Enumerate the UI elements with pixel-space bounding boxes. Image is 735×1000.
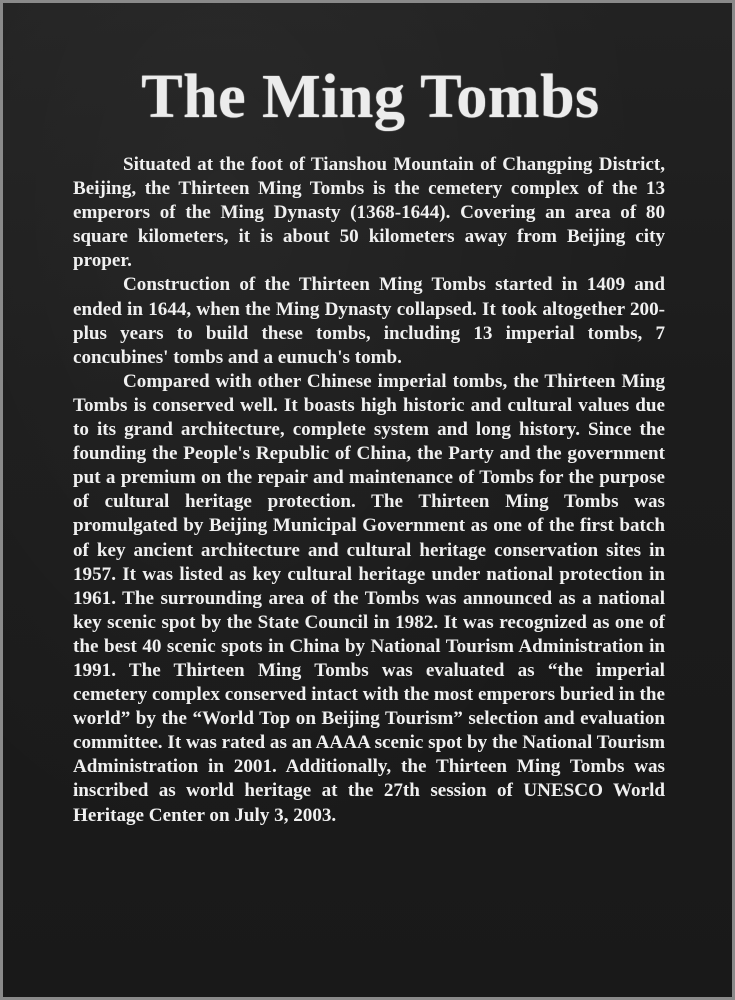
plaque-body xyxy=(73,153,665,828)
paragraph-location: Situated at the foot of Tianshou Mountain of Changping District, Beijing, the Thirteen Ming Tombs is the cemetery complex of the 13 emperors of the Ming Dynasty (1368-1644). Covering an area of 80 square kilometers, it is about 50 kilometers away from Beijing city proper. xyxy=(73,154,665,272)
paragraph-conservation: Compared with other Chinese imperial tombs, the Thirteen Ming Tombs is conserved well. It boasts high historic and cultural values due to its grand architecture, complete system and long history. Since the founding the People's Republic of China, the Party and the government put a premium on the repair and maintenance of Tombs for the purpose of cultural heritage protection. The Thirteen Ming Tombs was promulgated by Beijing Municipal Government as one of the first batch of key ancient architecture and cultural heritage conservation sites in 1957. It was listed as key cultural heritage under national protection in 1961. The surrounding area of the Tombs was announced as a national key scenic spot by the State Council in 1982. It was recognized as one of the best 40 scenic spots in China by National Tourism Administration in 1991. The Thirteen Ming Tombs was evaluated as “the imperial cemetery complex conserved intact with the most emperors buried in the world” by the “World Top on Beijing Tourism” selection and evaluation committee. It was rated as an AAAA scenic spot by the National Tourism Administration in 2001. Additionally, the Thirteen Ming Tombs was inscribed as world heritage at the 27th session of UNESCO World Heritage Center on July 3, 2003. xyxy=(73,370,665,826)
plaque-title: The Ming Tombs xyxy=(141,63,600,131)
paragraph-construction: Construction of the Thirteen Ming Tombs started in 1409 and ended in 1644, when the Ming Dynasty collapsed. It took altogether 200-plus years to build these tombs, including 13 imperial tombs, 7 concubines' tombs and a eunuch's tomb. xyxy=(73,274,665,368)
